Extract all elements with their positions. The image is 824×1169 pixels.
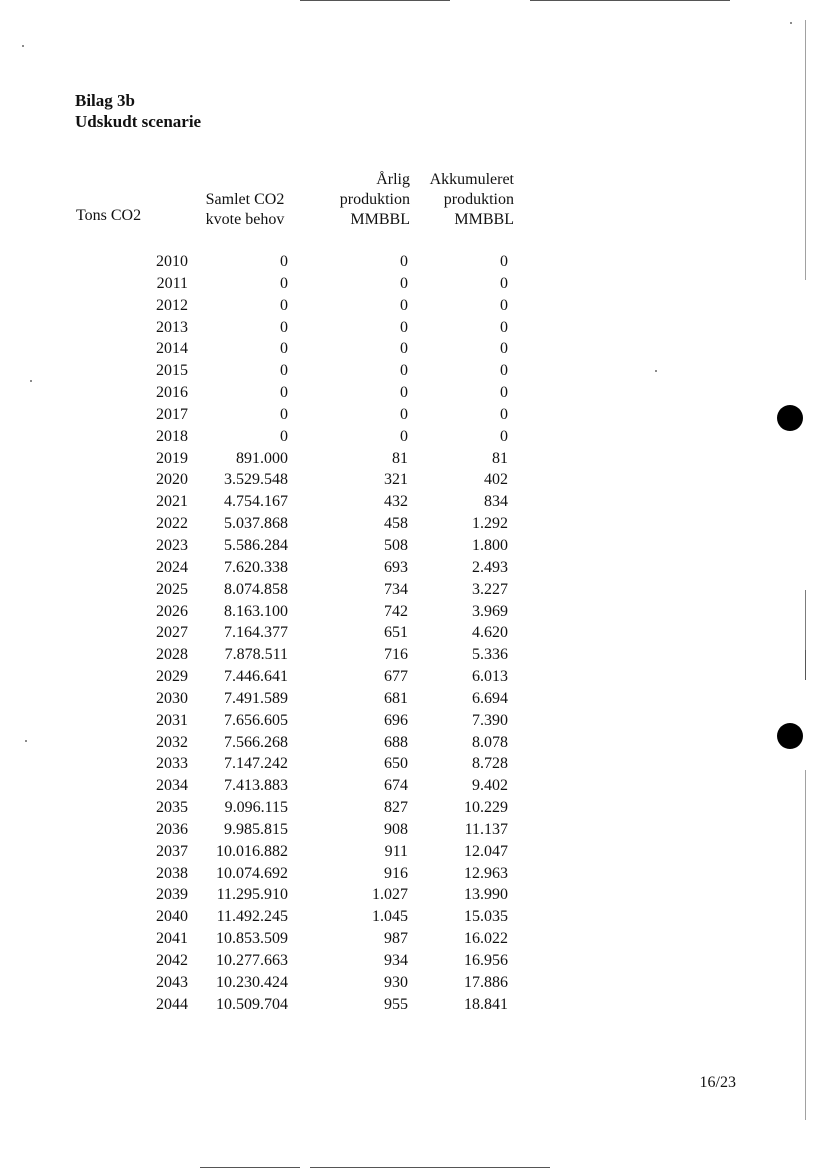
samlet-co2-cell: 11.295.910 (216, 886, 288, 904)
table-row (0, 622, 824, 644)
samlet-co2-cell: 7.164.377 (224, 624, 288, 642)
samlet-co2-cell: 10.509.704 (216, 995, 288, 1013)
column-header-aarlig-produktion (320, 170, 410, 230)
punch-hole (777, 723, 803, 749)
table-row (0, 863, 824, 885)
table-row (0, 950, 824, 972)
akkumuleret-produktion-cell: 1.292 (472, 515, 508, 533)
aarlig-produktion-cell: 911 (384, 842, 408, 860)
akkumuleret-produktion-cell: 0 (500, 405, 508, 423)
table-row (0, 601, 824, 623)
aarlig-produktion-cell: 0 (400, 274, 408, 292)
akkumuleret-produktion-cell: 1.800 (472, 536, 508, 554)
scan-speck (790, 22, 792, 24)
akkumuleret-produktion-cell: 5.336 (472, 646, 508, 664)
aarlig-produktion-cell: 432 (384, 493, 408, 511)
table-row (0, 644, 824, 666)
akkumuleret-produktion-cell: 6.013 (472, 668, 508, 686)
samlet-co2-cell: 7.491.589 (224, 689, 288, 707)
table-row (0, 535, 824, 557)
akkumuleret-produktion-cell: 12.963 (464, 864, 508, 882)
table-row (0, 775, 824, 797)
year-cell: 2018 (156, 427, 188, 445)
scan-edge-line (805, 20, 806, 280)
scan-edge-line (300, 0, 450, 1)
column-header-line: MMBBL (350, 211, 410, 228)
table-row (0, 251, 824, 273)
table-row (0, 557, 824, 579)
aarlig-produktion-cell: 734 (384, 580, 408, 598)
year-cell: 2028 (156, 646, 188, 664)
table-row (0, 579, 824, 601)
akkumuleret-produktion-cell: 0 (500, 362, 508, 380)
scan-speck (25, 740, 27, 742)
aarlig-produktion-cell: 716 (384, 646, 408, 664)
aarlig-produktion-cell: 827 (384, 799, 408, 817)
aarlig-produktion-cell: 681 (384, 689, 408, 707)
column-header-line: Samlet CO2 (205, 191, 285, 208)
aarlig-produktion-cell: 508 (384, 536, 408, 554)
year-cell: 2030 (156, 689, 188, 707)
table-row (0, 273, 824, 295)
samlet-co2-cell: 7.446.641 (224, 668, 288, 686)
year-cell: 2017 (156, 405, 188, 423)
samlet-co2-cell: 10.230.424 (216, 973, 288, 991)
akkumuleret-produktion-cell: 12.047 (464, 842, 508, 860)
table-row (0, 688, 824, 710)
aarlig-produktion-cell: 1.027 (372, 886, 408, 904)
samlet-co2-cell: 7.147.242 (224, 755, 288, 773)
akkumuleret-produktion-cell: 15.035 (464, 908, 508, 926)
samlet-co2-cell: 10.277.663 (216, 952, 288, 969)
table-row (0, 710, 824, 732)
year-cell: 2012 (156, 296, 188, 314)
column-header-line: produktion (443, 191, 514, 208)
aarlig-produktion-cell: 0 (400, 340, 408, 358)
akkumuleret-produktion-cell: 17.886 (464, 973, 508, 991)
table-row (0, 491, 824, 513)
year-cell: 2020 (156, 471, 188, 489)
akkumuleret-produktion-cell: 8.728 (472, 755, 508, 773)
aarlig-produktion-cell: 0 (400, 318, 408, 336)
year-cell: 2038 (156, 864, 188, 882)
scan-speck (22, 45, 24, 47)
samlet-co2-cell: 5.037.868 (224, 515, 288, 533)
aarlig-produktion-cell: 987 (384, 930, 408, 948)
table-row (0, 753, 824, 775)
samlet-co2-cell: 0 (280, 318, 288, 336)
column-header-samlet-co2 (200, 190, 290, 230)
year-cell: 2021 (156, 493, 188, 511)
akkumuleret-produktion-cell: 0 (500, 384, 508, 402)
samlet-co2-cell: 5.586.284 (224, 536, 288, 554)
akkumuleret-produktion-cell: 0 (500, 318, 508, 336)
year-cell: 2029 (156, 668, 188, 686)
akkumuleret-produktion-cell: 0 (500, 274, 508, 292)
aarlig-produktion-cell: 321 (384, 471, 408, 489)
samlet-co2-cell: 8.163.100 (224, 602, 288, 620)
table-row (0, 317, 824, 339)
aarlig-produktion-cell: 1.045 (372, 908, 408, 926)
aarlig-produktion-cell: 934 (384, 952, 408, 969)
akkumuleret-produktion-cell: 402 (484, 471, 508, 489)
year-cell: 2015 (156, 362, 188, 380)
akkumuleret-produktion-cell: 3.969 (472, 602, 508, 620)
year-cell: 2024 (156, 558, 188, 576)
akkumuleret-produktion-cell: 13.990 (464, 886, 508, 904)
table-row (0, 513, 824, 535)
akkumuleret-produktion-cell: 3.227 (472, 580, 508, 598)
year-cell: 2043 (156, 973, 188, 991)
samlet-co2-cell: 10.853.509 (216, 930, 288, 948)
samlet-co2-cell: 0 (280, 362, 288, 380)
aarlig-produktion-cell: 908 (384, 820, 408, 838)
samlet-co2-cell: 7.656.605 (224, 711, 288, 729)
table-row (0, 732, 824, 754)
table-row (0, 797, 824, 819)
aarlig-produktion-cell: 458 (384, 515, 408, 533)
year-cell: 2019 (156, 449, 188, 467)
samlet-co2-cell: 8.074.858 (224, 580, 288, 598)
akkumuleret-produktion-cell: 16.022 (464, 930, 508, 948)
aarlig-produktion-cell: 930 (384, 973, 408, 991)
akkumuleret-produktion-cell: 9.402 (472, 777, 508, 795)
table-row (0, 666, 824, 688)
scan-edge-line (805, 590, 806, 650)
scan-speck (655, 370, 657, 372)
column-header-line: produktion (339, 191, 410, 208)
column-header-akkumuleret-produktion (414, 170, 514, 230)
samlet-co2-cell: 0 (280, 296, 288, 314)
table-row (0, 906, 824, 928)
year-cell: 2026 (156, 602, 188, 620)
year-cell: 2027 (156, 624, 188, 642)
year-cell: 2011 (156, 274, 188, 292)
scan-edge-line (805, 650, 806, 680)
document-heading (75, 90, 201, 132)
akkumuleret-produktion-cell: 0 (500, 427, 508, 445)
samlet-co2-cell: 4.754.167 (224, 493, 288, 511)
table-row (0, 382, 824, 404)
table-row (0, 972, 824, 994)
table-row (0, 338, 824, 360)
scan-edge-line (530, 0, 730, 1)
aarlig-produktion-cell: 0 (400, 427, 408, 445)
column-header-tons-co2: Tons CO2 (76, 207, 142, 224)
aarlig-produktion-cell: 688 (384, 733, 408, 751)
akkumuleret-produktion-cell: 0 (500, 340, 508, 358)
column-header-line: Årlig (376, 171, 410, 188)
akkumuleret-produktion-cell: 11.137 (464, 820, 508, 838)
scan-edge-line (200, 1167, 300, 1168)
aarlig-produktion-cell: 674 (384, 777, 408, 795)
akkumuleret-produktion-cell: 2.493 (472, 558, 508, 576)
year-cell: 2022 (156, 515, 188, 533)
scan-edge-line (310, 1167, 550, 1168)
akkumuleret-produktion-cell: 16.956 (464, 952, 508, 969)
samlet-co2-cell: 7.620.338 (224, 558, 288, 576)
akkumuleret-produktion-cell: 81 (492, 449, 508, 467)
table-row (0, 404, 824, 426)
table-row (0, 360, 824, 382)
punch-hole (777, 405, 803, 431)
year-cell: 2016 (156, 384, 188, 402)
akkumuleret-produktion-cell: 7.390 (472, 711, 508, 729)
akkumuleret-produktion-cell: 834 (484, 493, 508, 511)
table-row (0, 994, 824, 1016)
aarlig-produktion-cell: 677 (384, 668, 408, 686)
page-number: 16/23 (699, 1074, 736, 1091)
year-cell: 2035 (156, 799, 188, 817)
year-cell: 2037 (156, 842, 188, 860)
table-row (0, 841, 824, 863)
aarlig-produktion-cell: 0 (400, 384, 408, 402)
year-cell: 2034 (156, 777, 188, 795)
samlet-co2-cell: 7.878.511 (224, 646, 288, 664)
samlet-co2-cell: 9.985.815 (224, 820, 288, 838)
samlet-co2-cell: 9.096.115 (224, 799, 288, 817)
samlet-co2-cell: 10.016.882 (216, 842, 288, 860)
scan-speck (30, 380, 32, 382)
aarlig-produktion-cell: 693 (384, 558, 408, 576)
aarlig-produktion-cell: 916 (384, 864, 408, 882)
aarlig-produktion-cell: 955 (384, 995, 408, 1013)
akkumuleret-produktion-cell: 6.694 (472, 689, 508, 707)
year-cell: 2014 (156, 340, 188, 358)
aarlig-produktion-cell: 742 (384, 602, 408, 620)
samlet-co2-cell: 0 (280, 405, 288, 423)
samlet-co2-cell: 0 (280, 340, 288, 358)
samlet-co2-cell: 891.000 (236, 449, 288, 467)
samlet-co2-cell: 0 (280, 427, 288, 445)
year-cell: 2039 (156, 886, 188, 904)
year-cell: 2033 (156, 755, 188, 773)
samlet-co2-cell: 3.529.548 (224, 471, 288, 489)
samlet-co2-cell: 0 (280, 384, 288, 402)
year-cell: 2042 (156, 952, 188, 969)
samlet-co2-cell: 7.413.883 (224, 777, 288, 795)
scenario-title: Udskudt scenarie (75, 112, 202, 131)
akkumuleret-produktion-cell: 18.841 (464, 995, 508, 1013)
year-cell: 2010 (156, 253, 188, 270)
year-cell: 2013 (156, 318, 188, 336)
samlet-co2-cell: 7.566.268 (224, 733, 288, 751)
data-table-body (0, 251, 824, 1016)
table-row (0, 884, 824, 906)
column-header-line: Akkumuleret (429, 171, 514, 188)
samlet-co2-cell: 0 (280, 253, 288, 270)
samlet-co2-cell: 0 (280, 274, 288, 292)
year-cell: 2031 (156, 711, 188, 729)
akkumuleret-produktion-cell: 8.078 (472, 733, 508, 751)
year-cell: 2041 (156, 930, 188, 948)
aarlig-produktion-cell: 0 (400, 253, 408, 270)
samlet-co2-cell: 10.074.692 (216, 864, 288, 882)
akkumuleret-produktion-cell: 4.620 (472, 624, 508, 642)
akkumuleret-produktion-cell: 0 (500, 253, 508, 270)
column-header-line: MMBBL (454, 211, 514, 228)
samlet-co2-cell: 11.492.245 (216, 908, 288, 926)
akkumuleret-produktion-cell: 10.229 (464, 799, 508, 817)
aarlig-produktion-cell: 696 (384, 711, 408, 729)
aarlig-produktion-cell: 81 (392, 449, 408, 467)
aarlig-produktion-cell: 651 (384, 624, 408, 642)
table-row (0, 426, 824, 448)
column-header-line: kvote behov (205, 211, 285, 228)
year-cell: 2032 (156, 733, 188, 751)
year-cell: 2044 (156, 995, 188, 1013)
table-row (0, 819, 824, 841)
scan-edge-line (805, 770, 806, 1120)
akkumuleret-produktion-cell: 0 (500, 296, 508, 314)
table-row (0, 448, 824, 470)
aarlig-produktion-cell: 0 (400, 362, 408, 380)
appendix-title: Bilag 3b (75, 91, 135, 110)
table-row (0, 928, 824, 950)
table-row (0, 469, 824, 491)
aarlig-produktion-cell: 650 (384, 755, 408, 773)
table-row (0, 295, 824, 317)
year-cell: 2036 (156, 820, 188, 838)
aarlig-produktion-cell: 0 (400, 296, 408, 314)
year-cell: 2023 (156, 536, 188, 554)
aarlig-produktion-cell: 0 (400, 405, 408, 423)
year-cell: 2025 (156, 580, 188, 598)
year-cell: 2040 (156, 908, 188, 926)
